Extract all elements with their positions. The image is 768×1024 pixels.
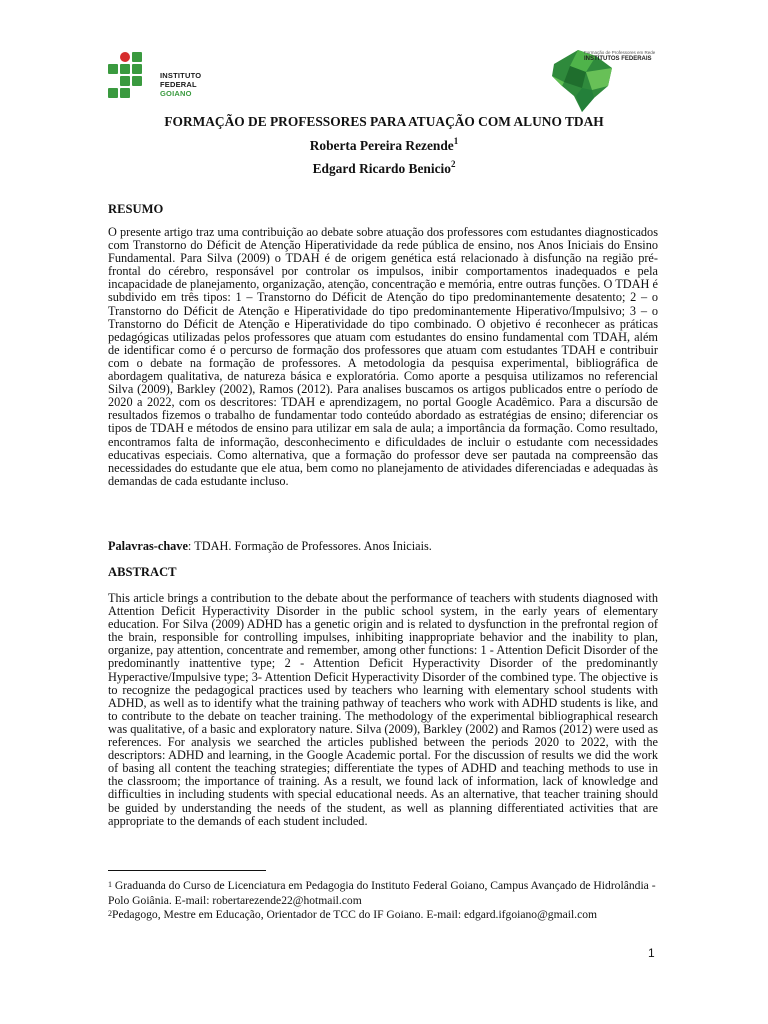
if-logo-line1: INSTITUTO FEDERAL — [160, 71, 202, 89]
author-2-note: 2 — [450, 159, 456, 169]
page-number: 1 — [648, 946, 655, 960]
keywords-label: Palavras-chave — [108, 539, 188, 553]
institutos-federais-logo — [548, 46, 688, 118]
resumo-text: O presente artigo traz uma contribuição ao debate sobre atuação dos professores com estudantes diagnosticados com Transtorno do Déficit de Atenção Hiperatividade da rede pública de ensino, nos Anos Iniciais do Ensino Fundamental. Para Silva (2009) o TDAH é de origem genética está relacionado à disfunção na região pré-frontal do cérebro, responsável por controlar os impulsos, inibir comportamentos inadequados e pela incapacidade de planejamento, organização, atenção, concentração e memória, entre outras funções. O TDAH é subdivido em três tipos: 1 – Transtorno do Déficit de Atenção do tipo predominantemente desatento; 2 – o Transtorno do Déficit de Atenção e Hiperatividade do tipo predominantemente Hiperativo/Impulsivo; 3 – o Transtorno do Déficit de Atenção e Hiperatividade do tipo combinado. O objetivo é reconhecer as práticas pedagógicas utilizadas pelos professores que atuam com estudantes do ensino fundamental com TDAH, além de identificar como é o percurso de formação dos professores que atuam com estudantes TDAH e contribuir com o debate na formação de professores. A metodologia da pesquisa experimental, bibliográfica de abordagem qualitativa, de natureza básica e exploratória. Como aporte a pesquisa utilizamos no referencial Silva (2009), Barkley (2002), Ramos (2012). Para analises buscamos os artigos publicados entre o período de 2020 a 2022, com os descritores: TDAH e aprendizagem, no portal Google Acadêmico. Para a discursão de resultados fizemos o trabalho de fundamentar todo conteúdo abordado as estratégias de ensino; diferenciar os tipos de TDAH e métodos de ensino para utilizar em sala de aula; a importância da formação. Como resultado, encontramos falta de informação, desconhecimento e dificuldades de incluir o estudante com necessidades educativas especiais. Como alternativa, que a formação do professor deve ser pautada na compreensão das necessidades do estudante que ele atua, bem como no planejamento de atividades diferenciadas e adequadas às demandas de cada estudante incluso. — [108, 225, 658, 488]
if-logo-line2: GOIANO — [160, 89, 192, 98]
keywords — [108, 539, 432, 554]
author-2-name: Edgard Ricardo Benicio — [312, 161, 451, 176]
instituto-federal-logo — [108, 52, 218, 102]
footnote-divider — [108, 870, 266, 871]
if-logo-grid-icon — [108, 52, 154, 102]
abstract-text: This article brings a contribution to the debate about the performance of teachers with students diagnosed with Attention Deficit Hyperactivity Disorder in the public school system, in the early years of elementary education. For Silva (2009) ADHD has a genetic origin and is related to dysfunction in the prefrontal region of the brain, responsible for controlling impulses, inhibiting inappropriate behavior and the inability to plan, organize, pay attention, concentrate and remember, among other functions: 1 - Attention Deficit Disorder of the predominantly inattentive type; 2 - Attention Deficit Hyperactivity Disorder of the predominantly Hyperactive/Impulsive type; 3- Attention Deficit Hyperactivity Disorder of the combined type. The objective is to recognize the pedagogical practices used by teachers who learning with elementary school students with ADHD, as well as to identify what the training pathway of teachers who work with ADHD students is like, and to contribute to the debate on teacher training. The methodology of the experimental bibliographical research was qualitative, of a basic and exploratory nature. Silva (2009), Barkley (2002) and Ramos (2012) were used as references. For analysis we searched the articles published between the periods 2020 to 2022, with the descriptors: ADHD and learning, in the Google Academic portal. For the discussion of results we did the work of basing all content the teaching strategies; differentiate the types of ADHD and teaching methods to use in the classroom; the importance of training. As a result, we found lack of information, lack of knowledge and difficulties in including students with special educational needs. As an alternative, that teacher training should be guided by understanding the needs of the student, as well as planning differentiated activities that are appropriate to the demands of each student included. — [108, 591, 658, 828]
paper-title: FORMAÇÃO DE PROFESSORES PARA ATUAÇÃO COM ALUNO TDAH — [164, 114, 604, 129]
footnote-2 — [108, 907, 660, 922]
rede-logo-title: INSTITUTOS FEDERAIS — [584, 56, 652, 62]
footnote-2-mark: 2 — [108, 909, 112, 918]
footnote-1-text: Graduanda do Curso de Licenciatura em Pedagogia do Instituto Federal Goiano, Campus Avançado de Hidrolândia - Polo Goiânia. E-mail: robertarezende22@hotmail.com — [108, 879, 656, 907]
if-logo-text — [160, 71, 218, 98]
author-1-note: 1 — [453, 136, 459, 146]
rede-logo-subtitle: Formação de Professores em Rede — [584, 50, 656, 55]
abstract-heading: ABSTRACT — [108, 565, 177, 579]
footnote-1-mark: 1 — [108, 880, 112, 889]
resumo-heading: RESUMO — [108, 202, 164, 216]
author-1-name: Roberta Pereira Rezende — [309, 138, 454, 153]
author-2 — [0, 161, 768, 177]
keywords-text: : TDAH. Formação de Professores. Anos Iniciais. — [187, 539, 432, 553]
footnote-2-text: Pedagogo, Mestre em Educação, Orientador de TCC do IF Goiano. E-mail: edgard.ifgoiano@gmail.com — [112, 908, 598, 921]
footnote-1 — [108, 878, 660, 908]
author-1 — [0, 138, 768, 154]
